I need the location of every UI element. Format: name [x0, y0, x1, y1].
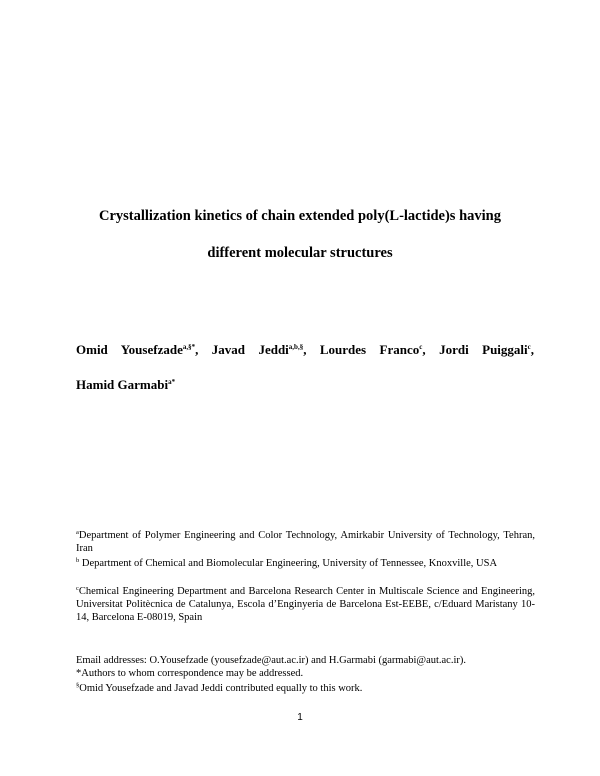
author-separator: , [195, 342, 212, 357]
paper-title-line-2: different molecular structures [207, 245, 393, 261]
equal-contribution-text: Omid Yousefzade and Javad Jeddi contributed equally to this work. [79, 683, 363, 694]
affiliation-b [76, 557, 535, 570]
author-list-line-2 [76, 376, 534, 394]
author-separator: , [303, 342, 320, 357]
affiliation-text: Department of Chemical and Biomolecular Engineering, University of Tennessee, Knoxville, USA [79, 558, 498, 569]
author-name: Javad Jeddi [211, 342, 289, 357]
author-name: Lourdes Franco [319, 342, 420, 357]
affiliation-marker: a [76, 529, 79, 536]
author-name: Omid Yousefzade [76, 342, 183, 357]
author-name: Hamid Garmabi [76, 377, 169, 392]
author-affiliation-marker: c [527, 343, 531, 351]
equal-contribution-marker: § [76, 682, 80, 689]
correspondence-note: *Authors to whom correspondence may be addressed. [76, 668, 304, 679]
author-name: Jordi Puiggali [439, 342, 528, 357]
author-separator: , [530, 342, 534, 357]
equal-contribution-note [76, 682, 546, 695]
author-affiliation-marker: a* [168, 378, 176, 386]
paper-title-line-1: Crystallization kinetics of chain extended poly(L-lactide)s having [99, 208, 501, 224]
affiliation-c [76, 585, 535, 624]
affiliation-marker: b [76, 557, 80, 564]
author-separator: , [422, 342, 440, 357]
affiliation-a [76, 529, 535, 555]
author-affiliation-marker: a,§* [182, 343, 196, 351]
author-affiliation-marker: c [419, 343, 423, 351]
affiliation-text: Chemical Engineering Department and Barcelona Research Center in Multiscale Science and Engineering, Universitat Politècnica de Catalunya, Escola d’Enginyeria de Barcelona Est-EEBE, c/Eduard Maristany 10-14, Barcelona E-08019, Spain [76, 586, 535, 623]
author-affiliation-marker: a,b,§ [288, 343, 304, 351]
affiliation-marker: c [76, 585, 79, 592]
affiliation-text: Department of Polymer Engineering and Color Technology, Amirkabir University of Technology, Tehran, Iran [76, 530, 535, 554]
email-addresses: Email addresses: O.Yousefzade (yousefzade@aut.ac.ir) and H.Garmabi (garmabi@aut.ac.ir). [76, 655, 466, 666]
page-number: 1 [297, 712, 303, 723]
author-list-line-1 [76, 341, 534, 359]
